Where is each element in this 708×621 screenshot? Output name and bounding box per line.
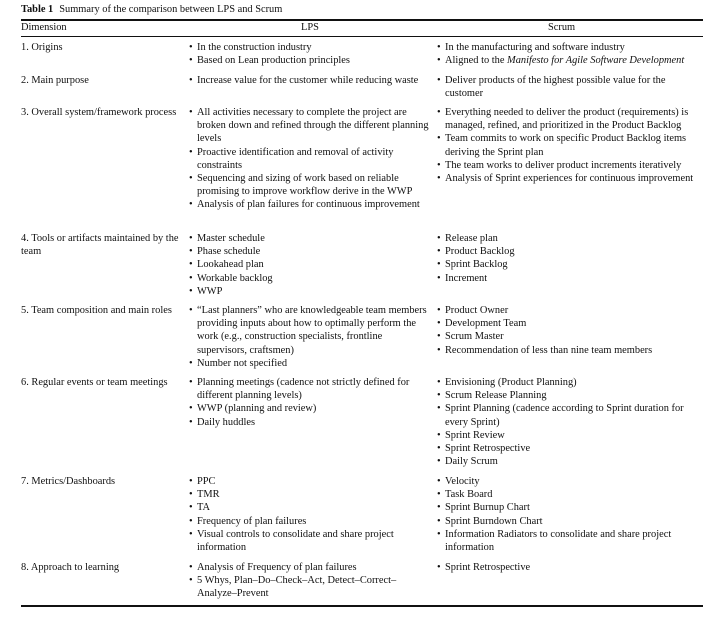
header-lps: LPS bbox=[301, 22, 319, 33]
lps-bullet: • Analysis of Frequency of plan failures bbox=[189, 561, 429, 574]
lps-cell bbox=[189, 561, 429, 601]
scrum-bullet: • Product Backlog bbox=[437, 245, 699, 258]
lps-bullet: • Phase schedule bbox=[189, 245, 429, 258]
lps-cell bbox=[189, 232, 429, 298]
scrum-bullet: • Team commits to work on specific Product Backlog items deriving the Sprint plan bbox=[437, 132, 699, 158]
scrum-bullet: • Envisioning (Product Planning) bbox=[437, 376, 699, 389]
dimension-cell: 1. Origins bbox=[21, 42, 63, 53]
lps-cell bbox=[189, 475, 429, 554]
lps-bullet: • In the construction industry bbox=[189, 41, 429, 54]
dimension-cell: 8. Approach to learning bbox=[21, 562, 120, 573]
scrum-cell bbox=[437, 304, 699, 357]
scrum-bullet: • Product Owner bbox=[437, 304, 699, 317]
scrum-bullet: • Sprint Retrospective bbox=[437, 561, 699, 574]
scrum-cell bbox=[437, 106, 699, 185]
lps-bullet: • Sequencing and sizing of work based on reliable promising to improve workflow derive in the WWP bbox=[189, 172, 429, 198]
lps-bullet: • Number not specified bbox=[189, 357, 429, 370]
header-rule bbox=[21, 36, 703, 37]
scrum-cell bbox=[437, 41, 699, 67]
dimension-cell: 7. Metrics/Dashboards bbox=[21, 476, 116, 487]
scrum-bullet: • Sprint Burndown Chart bbox=[437, 515, 699, 528]
dimension-cell: 5. Team composition and main roles bbox=[21, 305, 172, 316]
dimension-cell: 6. Regular events or team meetings bbox=[21, 377, 168, 388]
scrum-bullet: • Task Board bbox=[437, 488, 699, 501]
scrum-cell bbox=[437, 475, 699, 554]
lps-bullet: • Based on Lean production principles bbox=[189, 54, 429, 67]
scrum-bullet: • Information Radiators to consolidate and share project information bbox=[437, 528, 699, 554]
scrum-bullet: • Development Team bbox=[437, 317, 699, 330]
lps-bullet: • Workable backlog bbox=[189, 272, 429, 285]
lps-bullet: • Visual controls to consolidate and share project information bbox=[189, 528, 429, 554]
scrum-cell bbox=[437, 561, 699, 574]
scrum-bullet: • Deliver products of the highest possible value for the customer bbox=[437, 74, 699, 100]
scrum-cell bbox=[437, 376, 699, 468]
lps-bullet: • Daily huddles bbox=[189, 416, 429, 429]
lps-bullet: • All activities necessary to complete the project are broken down and refined through the different planning levels bbox=[189, 106, 429, 146]
lps-bullet: • Master schedule bbox=[189, 232, 429, 245]
lps-cell bbox=[189, 106, 429, 212]
scrum-bullet: • Everything needed to deliver the product (requirements) is managed, refined, and prioritized in the Product Backlog bbox=[437, 106, 699, 132]
scrum-bullet: • Increment bbox=[437, 272, 699, 285]
lps-bullet: • TMR bbox=[189, 488, 429, 501]
lps-cell bbox=[189, 74, 429, 87]
lps-bullet: • WWP (planning and review) bbox=[189, 402, 429, 415]
scrum-bullet: • Recommendation of less than nine team members bbox=[437, 344, 699, 357]
bottom-rule bbox=[21, 605, 703, 607]
lps-bullet: • Lookahead plan bbox=[189, 258, 429, 271]
lps-bullet: • Proactive identification and removal of activity constraints bbox=[189, 146, 429, 172]
lps-bullet: • TA bbox=[189, 501, 429, 514]
aligned-prefix: Aligned to the bbox=[445, 55, 508, 67]
dimension-cell: 4. Tools or artifacts maintained by the team bbox=[21, 233, 179, 258]
lps-bullet: • Analysis of plan failures for continuous improvement bbox=[189, 198, 429, 211]
scrum-bullet: • In the manufacturing and software industry bbox=[437, 41, 699, 54]
lps-cell bbox=[189, 304, 429, 370]
scrum-bullet: • Scrum Release Planning bbox=[437, 389, 699, 402]
lps-cell bbox=[189, 41, 429, 67]
scrum-bullet: • The team works to deliver product increments iteratively bbox=[437, 159, 699, 172]
scrum-cell bbox=[437, 232, 699, 285]
lps-bullet: • PPC bbox=[189, 475, 429, 488]
table-caption bbox=[21, 4, 282, 15]
lps-cell bbox=[189, 376, 429, 429]
manifesto-title: Manifesto for Agile Software Development bbox=[507, 55, 685, 67]
scrum-bullet: • Sprint Review bbox=[437, 429, 699, 442]
lps-bullet: • WWP bbox=[189, 285, 429, 298]
lps-bullet: • 5 Whys, Plan–Do–Check–Act, Detect–Correct–Analyze–Prevent bbox=[189, 574, 429, 600]
lps-bullet: • Frequency of plan failures bbox=[189, 515, 429, 528]
top-rule bbox=[21, 19, 703, 21]
scrum-bullet: • Sprint Burnup Chart bbox=[437, 501, 699, 514]
scrum-bullet: • Sprint Retrospective bbox=[437, 442, 699, 455]
dimension-cell: 3. Overall system/framework process bbox=[21, 107, 177, 118]
scrum-bullet bbox=[437, 54, 699, 67]
scrum-bullet: • Scrum Master bbox=[437, 330, 699, 343]
lps-bullet: • “Last planners” who are knowledgeable team members providing inputs about how to optimally perform the work (e.g., construction specialists, frontline supervisors, craftsmen) bbox=[189, 304, 429, 357]
header-scrum: Scrum bbox=[548, 22, 576, 33]
scrum-cell bbox=[437, 74, 699, 100]
scrum-bullet: • Analysis of Sprint experiences for continuous improvement bbox=[437, 172, 699, 185]
header-dimension: Dimension bbox=[21, 22, 67, 33]
scrum-bullet: • Sprint Backlog bbox=[437, 258, 699, 271]
scrum-bullet: • Velocity bbox=[437, 475, 699, 488]
table-label: Table 1 bbox=[21, 4, 54, 15]
dimension-cell: 2. Main purpose bbox=[21, 75, 89, 86]
scrum-bullet: • Daily Scrum bbox=[437, 455, 699, 468]
lps-bullet: • Planning meetings (cadence not strictly defined for different planning levels) bbox=[189, 376, 429, 402]
table-title: Summary of the comparison between LPS and Scrum bbox=[59, 4, 283, 15]
scrum-bullet: • Sprint Planning (cadence according to Sprint duration for every Sprint) bbox=[437, 402, 699, 428]
lps-bullet: • Increase value for the customer while reducing waste bbox=[189, 74, 429, 87]
scrum-bullet: • Release plan bbox=[437, 232, 699, 245]
